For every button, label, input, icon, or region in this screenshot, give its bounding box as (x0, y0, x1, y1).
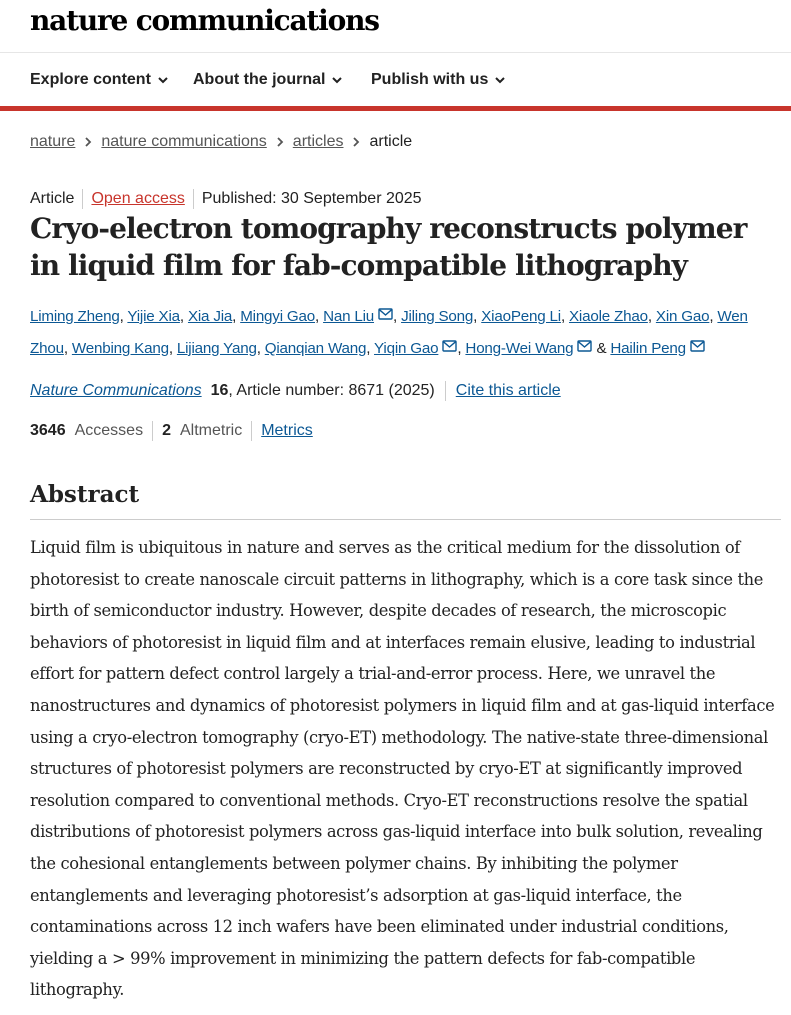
chevron-right-icon (352, 137, 360, 147)
abstract-text: Liquid film is ubiquitous in nature and serves as the critical medium for the dissolution of photoresist to create nanoscale circuit patterns in lithography, which is a core task since the birth of semiconductor industry. However, despite decades of research, the microscopic behaviors of photoresist in liquid film and at interfaces remain elusive, leading to industrial effort for pattern defect control largely a trial-and-error process. Here, we unravel the nanostructures and dynamics of photoresist polymers in liquid film and at gas-liquid interface using a cryo-electron tomography (cryo-ET) methodology. The native-state three-dimensional structures of photoresist polymers are reconstructed by cryo-ET at significantly improved resolution compared to conventional methods. Cryo-ET reconstructions resolve the spatial distributions of photoresist polymers across gas-liquid interface into bulk solution, revealing the cohesional entanglements between polymer chains. By inhibiting the polymer entanglements and leveraging photoresist’s adsorption at gas-liquid interface, the contaminations across 12 inch wafers have been eliminated under industrial conditions, yielding a > 99% improvement in minimizing the pattern defects for fab-compatible lithography. (30, 538, 775, 1000)
article-type: Article (30, 190, 75, 207)
chevron-right-icon (276, 137, 284, 147)
author-link[interactable]: Nan Liu (323, 308, 375, 325)
chevron-down-icon (494, 74, 506, 86)
altmetric-count: 2 (162, 422, 171, 439)
metrics-link[interactable]: Metrics (261, 422, 313, 439)
nav-explore-content[interactable] (30, 71, 169, 89)
author-link[interactable]: Liming Zheng (30, 308, 120, 325)
divider (251, 421, 252, 441)
author-link[interactable]: Wenbing Kang (71, 340, 169, 357)
divider (445, 381, 446, 401)
chevron-right-icon (84, 137, 92, 147)
divider (193, 189, 194, 209)
author-link[interactable]: Jiling Song (401, 308, 474, 325)
nav-item-label: About the journal (193, 71, 326, 88)
author-link[interactable]: Xiaole Zhao (568, 308, 648, 325)
abstract-heading: Abstract (30, 481, 140, 508)
divider (82, 189, 83, 209)
author-conjunction: & (596, 340, 607, 357)
author-link[interactable]: Hailin Peng (610, 340, 686, 357)
author-link[interactable]: XiaoPeng Li (481, 308, 561, 325)
author-link[interactable]: Yijie Xia (127, 308, 180, 325)
breadcrumb-link-nature[interactable]: nature (30, 133, 76, 150)
nav-item-label: Publish with us (371, 71, 489, 88)
breadcrumb-current: article (369, 133, 413, 150)
altmetric-label: Altmetric (179, 422, 243, 439)
cite-article-link[interactable]: Cite this article (455, 382, 561, 399)
journal-volume: 16 (210, 382, 229, 399)
author-link[interactable]: Yiqin Gao (374, 340, 439, 357)
journal-info (30, 381, 561, 401)
article-number: , Article number: 8671 (2025) (228, 382, 435, 399)
published-date: Published: 30 September 2025 (201, 190, 422, 207)
accesses-label: Accesses (74, 422, 144, 439)
mail-icon[interactable] (442, 340, 457, 352)
author-link[interactable]: Xia Jia (187, 308, 233, 325)
chevron-down-icon (157, 74, 169, 86)
open-access-link[interactable]: Open access (91, 190, 185, 207)
mail-icon[interactable] (577, 340, 592, 352)
author-list: Liming Zheng, Yijie Xia, Xia Jia, Mingyi Gao, Nan Liu , Jiling Song, XiaoPeng Li, Xiaole Zhao, Xin Gao, Wen Zhou, Wenbing Kang, Lijiang Yang, Qianqian Wang, Yiqin Gao , Hong-Wei Wang & Hailin Peng (30, 308, 748, 357)
main-nav (0, 53, 791, 111)
nav-item-label: Explore content (30, 71, 151, 88)
author-link[interactable]: Wen Zhou (30, 308, 748, 357)
mail-icon[interactable] (378, 308, 393, 320)
article-meta (30, 189, 422, 209)
mail-icon[interactable] (690, 340, 705, 352)
author-link[interactable]: Xin Gao (655, 308, 710, 325)
article-metrics (30, 421, 313, 441)
divider (152, 421, 153, 441)
breadcrumb-link-articles[interactable]: articles (292, 133, 344, 150)
author-link[interactable]: Mingyi Gao (240, 308, 316, 325)
abstract-divider (30, 519, 781, 520)
author-link[interactable]: Qianqian Wang (264, 340, 367, 357)
breadcrumb (30, 133, 412, 151)
author-link[interactable]: Lijiang Yang (176, 340, 257, 357)
nav-publish-with-us[interactable] (371, 71, 506, 89)
journal-name-link[interactable]: Nature Communications (30, 382, 202, 399)
site-header (0, 0, 791, 53)
author-link[interactable]: Hong-Wei Wang (465, 340, 574, 357)
chevron-down-icon (331, 74, 343, 86)
accesses-count: 3646 (30, 422, 66, 439)
site-logo[interactable]: nature communications (30, 4, 379, 37)
article-title: Cryo-electron tomography reconstructs polymer in liquid film for fab-compatible lithography (30, 212, 747, 282)
breadcrumb-link-nature-communications[interactable]: nature communications (101, 133, 267, 150)
nav-about-journal[interactable] (193, 71, 343, 89)
